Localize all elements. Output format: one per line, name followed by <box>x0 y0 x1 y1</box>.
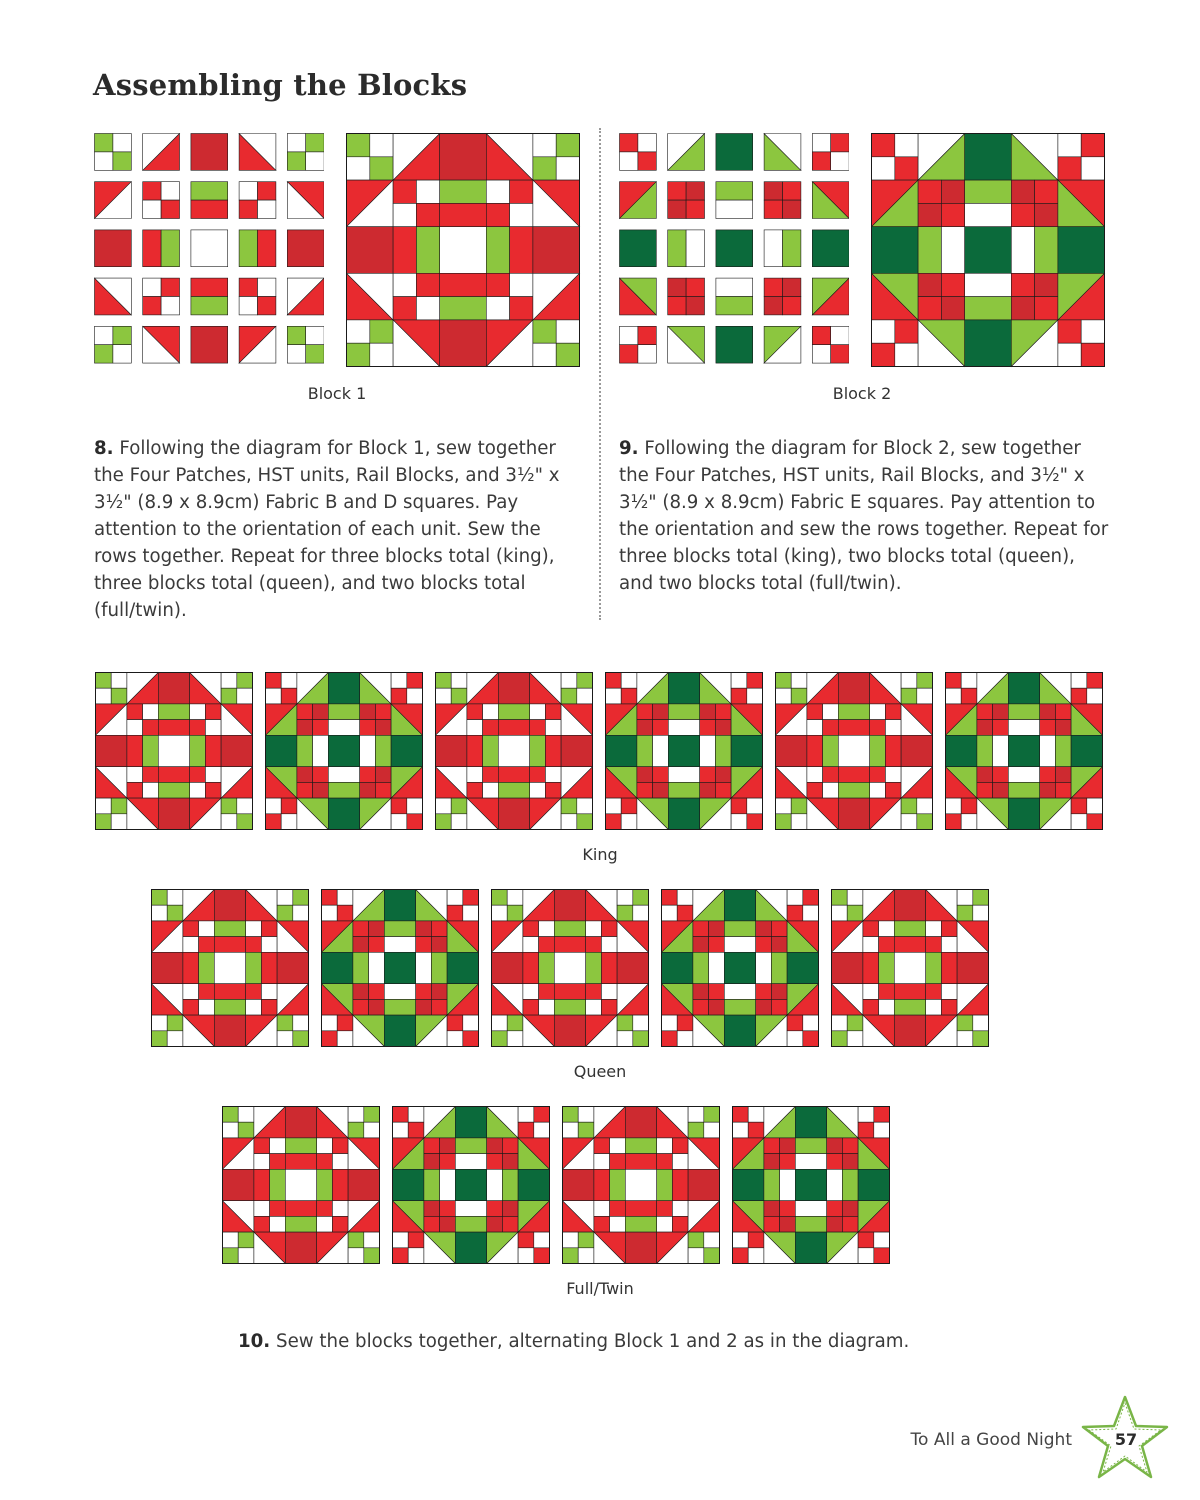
step-8-number: 8. <box>94 438 114 459</box>
king-block-2 <box>265 672 423 830</box>
step-8 <box>94 435 566 624</box>
block2-exploded-svg <box>619 133 849 369</box>
block1-caption: Block 1 <box>307 384 367 403</box>
full-twin-block-1 <box>222 1106 380 1264</box>
step-10-number: 10. <box>238 1331 271 1352</box>
king-caption: King <box>582 845 618 864</box>
step-9-number: 9. <box>619 438 639 459</box>
queen-block-3 <box>491 889 649 1047</box>
block1-assembled-svg <box>346 133 581 368</box>
step-10-text: Sew the blocks together, alternating Block 1 and 2 as in the diagram. <box>276 1331 910 1352</box>
footer-book-title: To All a Good Night <box>910 1430 1072 1450</box>
queen-block-1 <box>151 889 309 1047</box>
king-block-1 <box>95 672 253 830</box>
full-twin-block-2 <box>392 1106 550 1264</box>
queen-block-2 <box>321 889 479 1047</box>
queen-block-4 <box>661 889 819 1047</box>
king-block-3 <box>435 672 593 830</box>
block1-assembled-diagram <box>346 133 581 372</box>
block1-exploded-svg <box>94 133 324 369</box>
king-block-4 <box>605 672 763 830</box>
full-twin-caption: Full/Twin <box>566 1279 634 1298</box>
king-block-6 <box>945 672 1103 830</box>
block1-exploded-diagram <box>94 133 324 373</box>
block2-assembled-svg <box>871 133 1106 368</box>
king-block-5 <box>775 672 933 830</box>
step-9-text: Following the diagram for Block 2, sew together the Four Patches, HST units, Rail Blocks, and 3½" x 3½" (8.9 x 8.9cm) Fabric E squares. Pay attention to the orientation and sew the rows together. Repeat for three blocks total (king), two blocks total (queen), and two blocks total (full/twin). <box>619 438 1109 594</box>
column-divider <box>599 128 601 620</box>
full-twin-block-4 <box>732 1106 890 1264</box>
step-8-text: Following the diagram for Block 1, sew together the Four Patches, HST units, Rail Blocks, and 3½" x 3½" (8.9 x 8.9cm) Fabric B and D squares. Pay attention to the orientation of each unit. Sew the rows together. Repeat for three blocks total (king), three blocks total (queen), and two blocks total (full/twin). <box>94 438 560 621</box>
queen-block-5 <box>831 889 989 1047</box>
block2-exploded-diagram <box>619 133 849 373</box>
step-10 <box>238 1328 1058 1355</box>
page-title: Assembling the Blocks <box>93 68 468 102</box>
queen-caption: Queen <box>573 1062 627 1081</box>
step-9 <box>619 435 1111 597</box>
page-number: 57 <box>1114 1430 1138 1449</box>
full-twin-block-3 <box>562 1106 720 1264</box>
block2-assembled-diagram <box>871 133 1106 372</box>
block2-caption: Block 2 <box>832 384 892 403</box>
